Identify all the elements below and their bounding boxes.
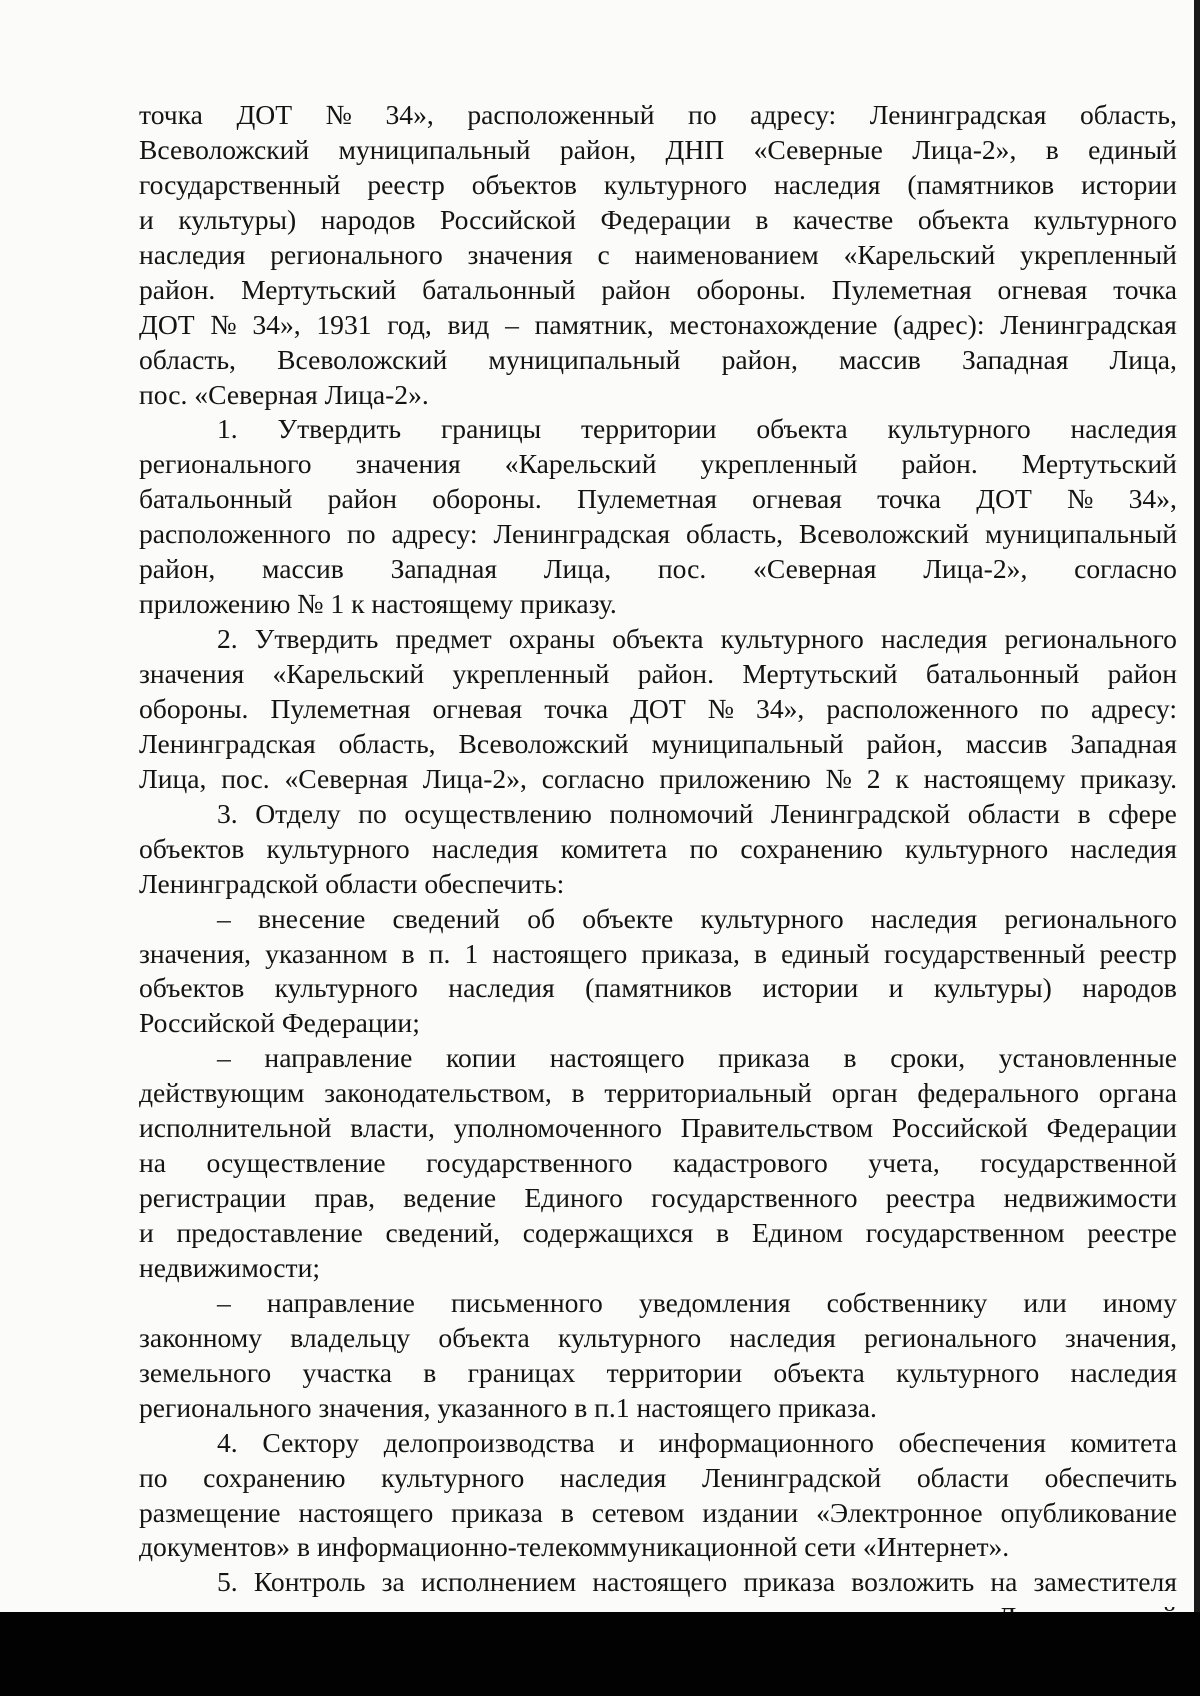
text-line: ДОТ № 34», 1931 год, вид – памятник, местонахождение (адрес): Ленинградская	[139, 308, 1177, 340]
text-line: Российской Федерации;	[139, 1007, 420, 1039]
text-line: наследия регионального значения с наименованием «Карельский укрепленный	[139, 238, 1177, 270]
text-line: значения, указанном в п. 1 настоящего приказа, в единый государственный реестр	[139, 937, 1177, 969]
text-line: и предоставление сведений, содержащихся в Едином государственном реестре	[139, 1217, 1177, 1248]
text-line: район, массив Западная Лица, пос. «Северная Лица-2», согласно	[139, 553, 1177, 585]
text-line: регионального значения, указанного в п.1 настоящего приказа.	[139, 1391, 877, 1423]
text-line: обороны. Пулеметная огневая точка ДОТ № 34», расположенного по адресу:	[139, 692, 1177, 724]
text-line: действующим законодательством, в территориальный орган федерального органа	[139, 1077, 1177, 1109]
text-line: недвижимости;	[139, 1251, 321, 1283]
text-line: район. Мертутьский батальонный район обороны. Пулеметная огневая точка	[139, 273, 1177, 305]
text-line: исполнительной власти, уполномоченного Правительством Российской Федерации	[139, 1112, 1177, 1144]
text-line: 2. Утвердить предмет охраны объекта культурного наследия регионального	[217, 623, 1177, 655]
text-line: Всеволожский муниципальный район, ДНП «Северные Лица-2», в единый	[139, 133, 1177, 165]
text-line: точка ДОТ № 34», расположенный по адресу: Ленинградская область,	[139, 99, 1177, 130]
text-line: земельного участка в границах территории объекта культурного наследия	[139, 1356, 1177, 1388]
text-line: – внесение сведений об объекте культурного наследия регионального	[217, 902, 1177, 934]
text-line: регионального значения «Карельский укрепленный район. Мертутьский	[139, 448, 1177, 480]
text-line: размещение настоящего приказа в сетевом издании «Электронное опубликование	[139, 1496, 1177, 1528]
text-line: регистрации прав, ведение Единого государственного реестра недвижимости	[139, 1182, 1177, 1214]
text-line: приложению № 1 к настоящему приказу.	[139, 588, 617, 620]
text-line: батальонный район обороны. Пулеметная огневая точка ДОТ № 34»,	[139, 483, 1177, 515]
text-line: документов» в информационно-телекоммуникационной сети «Интернет».	[139, 1531, 1010, 1563]
text-line: расположенного по адресу: Ленинградская область, Всеволожский муниципальный	[139, 518, 1177, 550]
text-line: Лица, пос. «Северная Лица-2», согласно приложению № 2 к настоящему приказу.	[139, 762, 1177, 794]
text-line: 5. Контроль за исполнением настоящего приказа возложить на заместителя	[217, 1566, 1177, 1598]
text-line: 4. Сектору делопроизводства и информационного обеспечения комитета	[217, 1426, 1177, 1458]
text-line: Ленинградская область, Всеволожский муниципальный район, массив Западная	[139, 727, 1177, 759]
scan-edge	[1194, 0, 1200, 1612]
text-line: 3. Отделу по осуществлению полномочий Ленинградской области в сфере	[217, 797, 1177, 829]
text-line: пос. «Северная Лица-2».	[139, 378, 429, 410]
text-line: область, Всеволожский муниципальный район, массив Западная Лица,	[139, 343, 1177, 375]
text-line: Ленинградской области обеспечить:	[139, 867, 565, 899]
text-line: значения «Карельский укрепленный район. Мертутьский батальонный район	[139, 658, 1177, 689]
document-body	[139, 98, 1177, 1635]
text-line: и культуры) народов Российской Федерации в качестве объекта культурного	[139, 203, 1177, 235]
text-line: объектов культурного наследия (памятников истории и культуры) народов	[139, 972, 1177, 1004]
text-line: 1. Утвердить границы территории объекта культурного наследия	[217, 413, 1177, 445]
text-line: государственный реестр объектов культурного наследия (памятников истории	[139, 168, 1177, 200]
text-line: объектов культурного наследия комитета по сохранению культурного наследия	[139, 832, 1177, 864]
text-line: по сохранению культурного наследия Ленинградской области обеспечить	[139, 1461, 1177, 1493]
scan-bottom-border	[0, 1612, 1200, 1696]
text-line: на осуществление государственного кадастрового учета, государственной	[139, 1147, 1177, 1179]
text-line: – направление письменного уведомления собственнику или иному	[217, 1286, 1177, 1318]
text-line: законному владельцу объекта культурного наследия регионального значения,	[139, 1321, 1177, 1353]
text-line: – направление копии настоящего приказа в сроки, установленные	[217, 1042, 1177, 1074]
